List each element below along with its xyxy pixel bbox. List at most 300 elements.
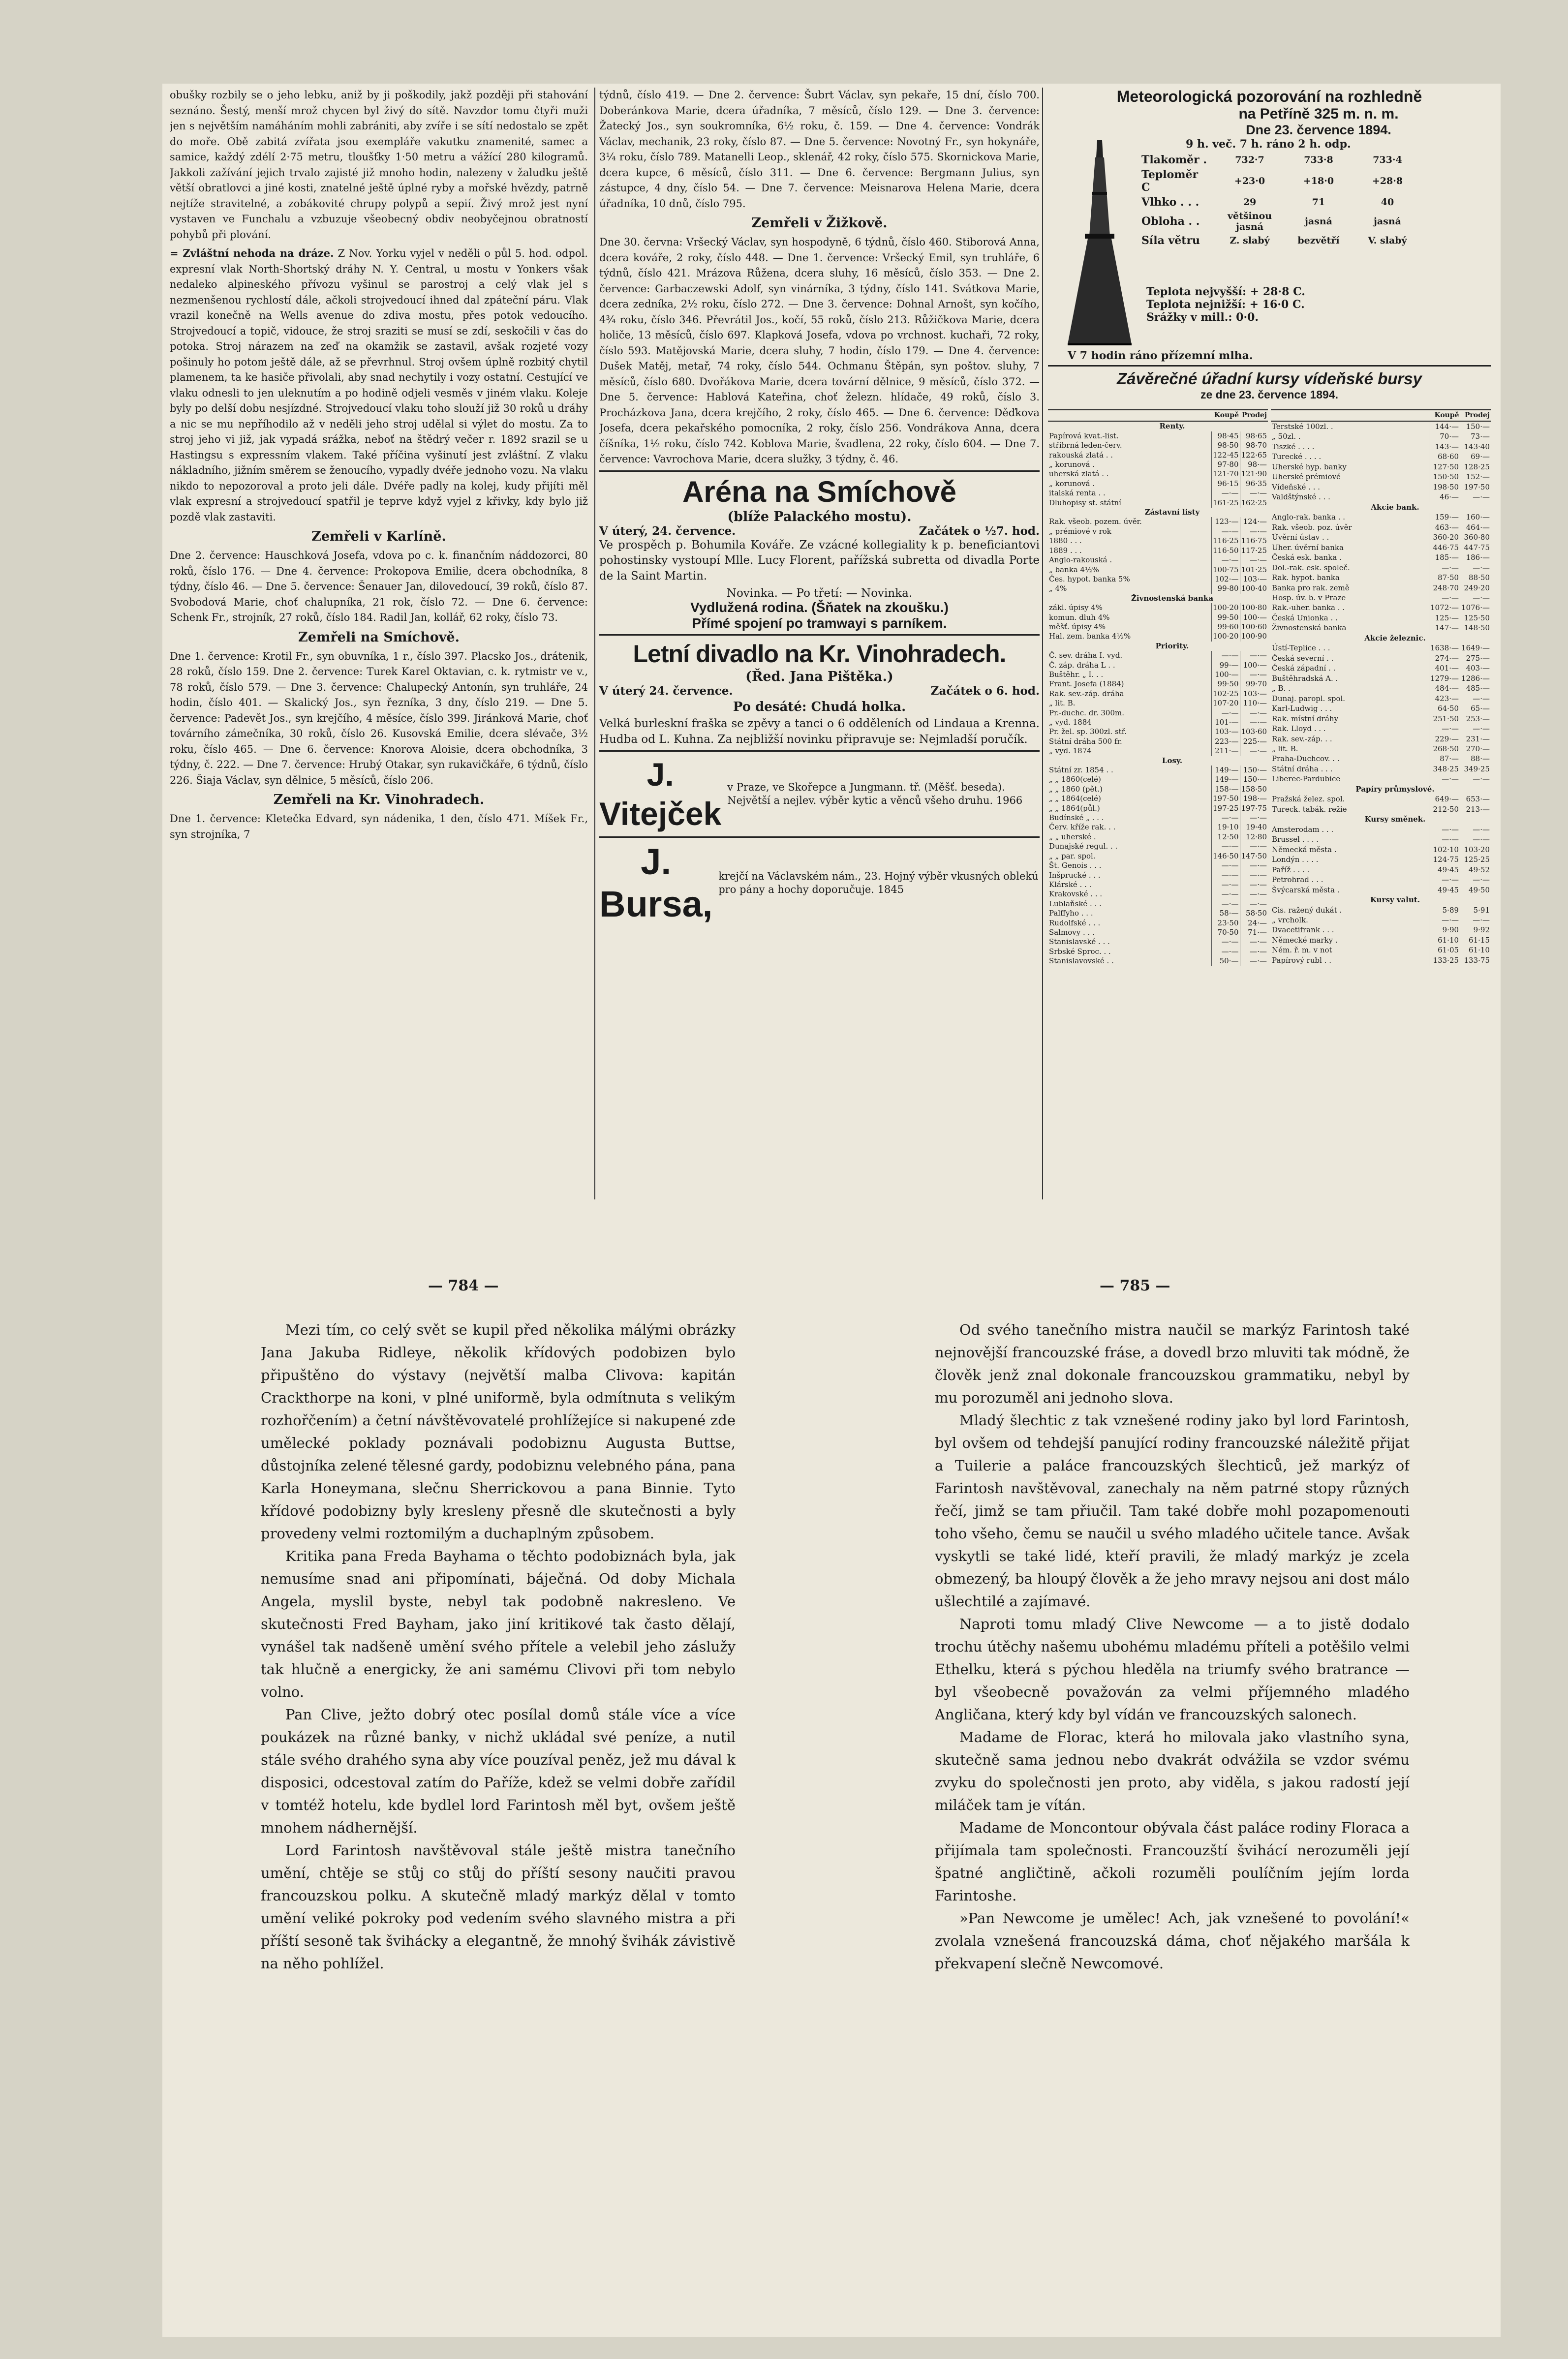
kursy-sell: —·— — [1240, 899, 1268, 909]
kursy-buy: —·— — [1429, 875, 1460, 885]
novel-paragraph: Madame de Florac, která ho milovala jako vlastního syna, skutečně sama jednou nebo dvakrát odvážila se vzdor svému zvyku do společnosti jen proto, aby viděla, s jakou radostí její miláček tam je vítán. — [935, 1729, 1410, 1813]
kursy-sell: 125·50 — [1460, 613, 1491, 623]
kursy-row — [1271, 482, 1491, 492]
kursy-name: Pražská želez. spol. — [1272, 795, 1345, 804]
kursy-row — [1271, 492, 1491, 502]
column-3 — [1048, 88, 1491, 1199]
kursy-buy: 161·25 — [1212, 498, 1240, 508]
kursy-buy: —·— — [1212, 813, 1240, 823]
novel-paragraph: Lord Farintosh navštěvoval stále ještě mistra tanečního umění, chtěje se stůj co stůj do příští sesony naučiti pravou francouzskou polku. A skutečně mladý markýz dělal v tomto umění veliké pokroky pod vedením svého slavného mistra a při příští sesoně tak švihácky a elegantně, že mnohý švihák závistivě na něho pohlížel. — [261, 1842, 736, 1972]
kursy-section — [1048, 508, 1268, 517]
kursy-row — [1271, 593, 1491, 603]
weather-label: Tlakoměr . — [1141, 153, 1207, 166]
kursy-buy: 197·50 — [1212, 794, 1240, 803]
weather-times: 9 h. več. 7 h. ráno 2 h. odp. — [1186, 138, 1351, 151]
kursy-name: Kursy směnek. — [1364, 815, 1426, 824]
kursy-buy: 212·50 — [1429, 804, 1460, 814]
kursy-buy: 146·50 — [1212, 852, 1240, 861]
kursy-row — [1048, 919, 1268, 928]
kursy-sell: —·— — [1460, 593, 1491, 603]
kursy-row — [1048, 947, 1268, 956]
kursy-name: Č. záp. dráha L . . — [1049, 660, 1115, 670]
kursy-row — [1048, 689, 1268, 699]
kursy-buy: 102·10 — [1429, 845, 1460, 855]
kursy-name: Státní zr. 1854 . . — [1049, 766, 1113, 775]
kursy-name: Rak. všeob. pozem. úvěr. — [1049, 517, 1142, 526]
weather-value: jasná — [1373, 216, 1401, 227]
kursy-row — [1048, 555, 1268, 565]
kursy-name: Německé marky . — [1272, 935, 1338, 945]
arena-subtitle: (blíže Palackého mostu). — [727, 509, 912, 524]
column-2 — [599, 88, 1040, 1199]
heading-deaths-zizkov: Zemřeli v Žižkově. — [751, 215, 888, 231]
page-number-left: — 784 — — [428, 1277, 499, 1294]
weather-fog: V 7 hodin ráno přízemní mlha. — [1068, 349, 1253, 362]
kursy-sell: 152·— — [1460, 472, 1491, 482]
kursy-section — [1271, 633, 1491, 643]
kursy-name: „ korunová . — [1049, 460, 1095, 469]
weather-row — [1141, 210, 1422, 233]
kursy-buy: 125·— — [1429, 613, 1460, 623]
weather-date: Dne 23. července 1894. — [1246, 123, 1391, 137]
kursy-sell: 100·80 — [1240, 603, 1268, 613]
kursy-name: Liberec-Pardubice — [1272, 774, 1341, 784]
kursy-row — [1048, 441, 1268, 450]
kursy-section — [1271, 895, 1491, 905]
kursy-name: Vídeňské . . . — [1272, 482, 1321, 491]
kursy-sell: —·— — [1460, 825, 1491, 834]
kursy-buy: 144·— — [1429, 421, 1460, 432]
kursy-row — [1271, 795, 1491, 804]
kursy-row — [1271, 845, 1491, 855]
column-divider — [594, 88, 595, 1199]
kursy-sell: 100·40 — [1240, 584, 1268, 593]
kursy-name: Inšprucké . . . — [1049, 870, 1101, 880]
kursy-name: Budínské „ . . . — [1049, 813, 1104, 823]
kursy-row — [1271, 855, 1491, 865]
kursy-name: Zástavní listy — [1144, 508, 1200, 517]
article-train-accident — [170, 245, 588, 525]
header-koupe: Koupě — [1429, 410, 1460, 421]
kursy-sell: 98·70 — [1240, 441, 1268, 450]
kursy-row — [1048, 727, 1268, 736]
kursy-row — [1271, 734, 1491, 744]
kursy-sell: 198·— — [1240, 794, 1268, 803]
novel-paragraph: Kritika pana Freda Bayhama o těchto podobiznách byla, jak nemusíme snad ani připomínati, báječná. Od doby Michala Angela, myslil byste, nebyl tak podobně nakresleno. Ve skutečnosti Fred Bayham, jako jiní kritikové tak často dělají, vynášel tak nadšeně umění svého přítele a velebil jeho záslužy tak hlučně a energicky, že ani samému Clivovi při tom nebylo volno. — [261, 1548, 736, 1700]
header-prodej: Prodej — [1240, 410, 1268, 421]
kursy-sell: 158·50 — [1240, 785, 1268, 794]
kursy-sell: 61·15 — [1460, 935, 1491, 945]
kursy-name: Lublaňské . . . — [1049, 899, 1102, 908]
weather-rain: Srážky v mill.: 0·0. — [1146, 311, 1259, 324]
weather-value: 29 — [1243, 197, 1257, 208]
kursy-sell: 100·— — [1240, 661, 1268, 670]
kursy-buy: 23·50 — [1212, 919, 1240, 928]
kursy-name: „ banka 4½% — [1049, 565, 1099, 574]
kursy-name: Česká severní . . — [1272, 653, 1334, 663]
kursy-sell: 147·50 — [1240, 852, 1268, 861]
kursy-name: Stanislavovské . . — [1049, 956, 1114, 966]
weather-row — [1141, 233, 1422, 248]
kursy-row — [1271, 724, 1491, 734]
kursy-name: Št. Genois . . . — [1049, 861, 1102, 870]
kursy-buy: 99·— — [1212, 661, 1240, 670]
kursy-sell: 116·75 — [1240, 536, 1268, 546]
kursy-buy: 97·80 — [1212, 460, 1240, 469]
weather-label: Teploměr C — [1141, 168, 1199, 194]
kursy-row — [1048, 880, 1268, 889]
kursy-name: Pr. žel. sp. 300zl. stř. — [1049, 727, 1127, 736]
weather-value: +28·8 — [1372, 176, 1403, 186]
kursy-row — [1048, 584, 1268, 593]
kursy-sell: 100·60 — [1240, 622, 1268, 632]
kursy-name: Cis. ražený dukát . — [1272, 905, 1342, 915]
kursy-buy: —·— — [1429, 774, 1460, 784]
weather-label: Vlhko . . . — [1141, 196, 1199, 209]
kursy-sell: —·— — [1240, 718, 1268, 727]
kursy-sell: 99·70 — [1240, 679, 1268, 689]
kursy-buy: 123·— — [1212, 517, 1240, 526]
kursy-buy: 50·— — [1212, 956, 1240, 966]
kursy-sell: 349·25 — [1460, 764, 1491, 774]
kursy-buy: 107·20 — [1212, 699, 1240, 708]
kursy-row — [1271, 825, 1491, 834]
letni-date: V úterý 24. července. — [599, 684, 733, 698]
kursy-buy: —·— — [1429, 835, 1460, 845]
kursy-name: „ vrcholk. — [1272, 915, 1308, 924]
weather-value: +18·0 — [1303, 176, 1334, 186]
kursy-name: rakouská zlatá . . — [1049, 450, 1113, 460]
kursy-row — [1271, 764, 1491, 774]
kursy-sell: 225·— — [1240, 737, 1268, 746]
kursy-buy: 401·— — [1429, 664, 1460, 674]
kursy-row — [1271, 835, 1491, 845]
kursy-row — [1271, 704, 1491, 714]
kursy-row — [1048, 813, 1268, 823]
heading-deaths-smichov: Zemřeli na Smíchově. — [298, 629, 460, 645]
kursy-sell: 69·— — [1460, 452, 1491, 462]
kursy-table-left — [1048, 409, 1268, 966]
kursy-row — [1048, 746, 1268, 756]
kursy-name: Č. sev. dráha I. vyd. — [1049, 651, 1123, 660]
kursy-buy: —·— — [1212, 651, 1240, 660]
kursy-row — [1271, 774, 1491, 784]
weather-value: 733·4 — [1373, 154, 1402, 165]
kursy-name: Uher. úvěrní banka — [1272, 543, 1344, 552]
kursy-sell: —·— — [1240, 813, 1268, 823]
kursy-row — [1048, 928, 1268, 937]
kursy-buy: 124·75 — [1429, 855, 1460, 865]
kursy-buy: 61·10 — [1429, 935, 1460, 945]
kursy-buy: —·— — [1212, 871, 1240, 880]
kursy-sell: 275·— — [1460, 653, 1491, 663]
kursy-buy: 143·— — [1429, 442, 1460, 452]
kursy-name: Palffyho . . . — [1049, 909, 1093, 918]
kursy-sell: 100·90 — [1240, 632, 1268, 641]
kursy-row — [1271, 955, 1491, 966]
weather-row — [1141, 153, 1422, 167]
kursy-row — [1271, 643, 1491, 653]
kursy-row — [1271, 533, 1491, 543]
kursy-name: „ prémiové v rok — [1049, 526, 1111, 536]
weather-value: Z. slabý — [1230, 235, 1270, 246]
kursy-sell: —·— — [1240, 871, 1268, 880]
kursy-name: Praha-Duchcov. . . — [1272, 754, 1340, 764]
column-1 — [170, 88, 588, 1199]
letni-text: Velká burleskní fraška se zpěvy a tanci o 6 odděleních od Lindaua a Krenna. Hudba od L. Kuhna. Za nejbližší novinku připravuje se: Nejmladší poručík. — [599, 717, 1040, 746]
kursy-row — [1048, 489, 1268, 498]
kursy-buy: 96·15 — [1212, 479, 1240, 489]
weather-subtitle: na Petříně 325 m. n. m. — [1238, 106, 1399, 122]
kursy-row — [1048, 804, 1268, 813]
kursy-name: Losy. — [1162, 756, 1183, 765]
kursy-buy: 1072·— — [1429, 603, 1460, 613]
kursy-sell: 65·— — [1460, 704, 1491, 714]
kursy-sell: —·— — [1240, 889, 1268, 899]
kursy-buy: 223·— — [1212, 737, 1240, 746]
kursy-buy: —·— — [1212, 937, 1240, 947]
weather-value: 732·7 — [1235, 154, 1264, 165]
vitejcek-text: v Praze, ve Skořepce a Jungmann. tř. (Měšť. beseda). Největší a nejlev. výběr kytic a věnců všeho druhu. 1966 — [727, 781, 1023, 806]
kursy-sell: 5·91 — [1460, 905, 1491, 915]
kursy-name: Buštěhr. „ I. . . — [1049, 670, 1104, 679]
kursy-row — [1271, 462, 1491, 472]
kursy-name: uherská zlatá . . — [1049, 469, 1109, 479]
kursy-row — [1048, 899, 1268, 909]
kursy-name: Německá města . — [1272, 845, 1337, 854]
kursy-row — [1271, 684, 1491, 694]
kursy-name: „ lit. B. — [1049, 699, 1076, 708]
kursy-tables — [1048, 409, 1491, 966]
kursy-buy: 268·50 — [1429, 744, 1460, 754]
kursy-buy: 99·80 — [1212, 584, 1240, 593]
kursy-table-right — [1271, 409, 1491, 966]
kursy-name: Papíry průmyslové. — [1355, 784, 1435, 794]
kursy-name: Anglo-rakouská . — [1049, 555, 1112, 565]
kursy-name: Pr.-duchc. dr. 300m. — [1049, 708, 1124, 717]
kursy-buy: 87·— — [1429, 754, 1460, 764]
kursy-sell: 88·— — [1460, 754, 1491, 764]
kursy-name: Amsterodam . . . — [1272, 825, 1334, 834]
kursy-buy: 150·50 — [1429, 472, 1460, 482]
kursy-row — [1271, 925, 1491, 935]
kursy-name: Anglo-rak. banka . . — [1272, 513, 1346, 522]
kursy-name: Živnostenská banka — [1272, 623, 1347, 633]
kursy-row — [1048, 479, 1268, 489]
kursy-sell: 124·— — [1240, 517, 1268, 526]
kursy-name: „ lit. B. — [1272, 744, 1298, 753]
kursy-name: Švýcarská města . — [1272, 885, 1340, 894]
kursy-name: komun. dluh 4% — [1049, 613, 1110, 622]
kursy-row — [1271, 653, 1491, 663]
kursy-buy: —·— — [1212, 555, 1240, 565]
kursy-row — [1271, 875, 1491, 885]
kursy-sell: —·— — [1460, 835, 1491, 845]
weather-label: Síla větru — [1141, 234, 1200, 247]
kursy-row — [1048, 431, 1268, 441]
kursy-buy: —·— — [1212, 861, 1240, 870]
kursy-sell: 213·— — [1460, 804, 1491, 814]
kursy-name: Salmovy . . . — [1049, 927, 1095, 937]
article-walrus: obušky rozbily se o jeho lebku, aniž by ji poškodily, jakž později při stahování seznáno. Šestý, menší mrož chycen byl živý do sítě. Navzdor tomu čtyři muži jen s největším namáháním mohli zabrániti, aby zvíře i se sítí nedostalo se zpět do moře. Obě zabitá zvířata jsou exempláře vakutku znamenité, samec a samice, každý zdélí 2·75 metru, tloušťky 1·50 metru a vážící 280 kilogramů. Jakkoli zažívání jejich trvalo zajisté již mnoho hodin, nalezeny v žaludku ještě větší obratlovci a jiné kosti, znatelné ještě úplné ryby a mořské hvězdy, patrně nejtíže stravitelné, a zobákovité chrupy polypů a sepií. Živý mrož jest nyní vystaven ve Funchalu a vzbuzuje všeobecný obdiv neobyčejnou obratností pohybů při plování. — [170, 89, 588, 241]
kursy-name: Rak. všeob. poz. úvěr — [1272, 522, 1352, 532]
kursy-row — [1271, 522, 1491, 532]
kursy-name: Terstské 100zl. . — [1272, 422, 1333, 431]
kursy-name: „ „ 1864(celé) — [1049, 794, 1101, 803]
kursy-buy: 64·50 — [1429, 704, 1460, 714]
heading-train-accident: = Zvláštní nehoda na dráze. — [170, 247, 334, 259]
weather-value: většinou jasná — [1227, 211, 1272, 232]
kursy-row — [1048, 565, 1268, 575]
novel-paragraph: Od svého tanečního mistra naučil se markýz Farintosh také nejnovější francouzské fráse, a dovedl brzo mluviti tak módně, že člověk jenž znal dokonale francouzskou grammatiku, nebyl by mu porozuměl ani jednoho slova. — [935, 1321, 1410, 1406]
divider — [599, 634, 1040, 636]
kursy-name: „ „ 1860(celé) — [1049, 775, 1101, 784]
kursy-buy: 70·— — [1429, 432, 1460, 442]
kursy-name: „ B. . — [1272, 684, 1291, 693]
kursy-sell: 98·— — [1240, 460, 1268, 469]
kursy-sell: 61·10 — [1460, 946, 1491, 955]
kursy-name: Česká Unionka . . — [1272, 613, 1338, 622]
kursy-buy: —·— — [1212, 842, 1240, 851]
kursy-row — [1048, 651, 1268, 660]
kursy-row — [1271, 885, 1491, 895]
kursy-row — [1048, 536, 1268, 546]
kursy-name: Česká esk. banka . — [1272, 553, 1342, 562]
kursy-row — [1271, 563, 1491, 573]
kursy-name: Tureck. tabák. režie — [1272, 804, 1347, 814]
kursy-row — [1048, 451, 1268, 460]
kursy-name: „ „ uherské . — [1049, 832, 1096, 841]
kursy-row — [1271, 543, 1491, 552]
kursy-sell: 49·52 — [1460, 865, 1491, 875]
kursy-row — [1048, 861, 1268, 870]
kursy-buy: 100·— — [1212, 670, 1240, 679]
kursy-name: „ „ 1864(půl.) — [1049, 803, 1100, 813]
kursy-name: Rak. místní dráhy — [1272, 714, 1339, 723]
kursy-row — [1048, 679, 1268, 689]
kursy-buy: 1638·— — [1429, 643, 1460, 653]
kursy-name: Dvacetifrank . . . — [1272, 925, 1334, 935]
kursy-sell: —·— — [1240, 956, 1268, 966]
kursy-row — [1048, 527, 1268, 536]
weather-extremes — [1146, 285, 1305, 324]
kursy-name: „ korunová . — [1049, 479, 1095, 488]
kursy-row — [1048, 613, 1268, 622]
kursy-buy: 197·25 — [1212, 804, 1240, 813]
kursy-buy: 19·10 — [1212, 823, 1240, 832]
kursy-row — [1271, 935, 1491, 945]
kursy-buy: —·— — [1212, 708, 1240, 718]
heading-deaths-karlin: Zemřeli v Karlíně. — [311, 529, 446, 544]
kursy-sell: —·— — [1460, 492, 1491, 502]
kursy-name: Frant. Josefa (1884) — [1049, 679, 1124, 689]
kursy-buy: 121·70 — [1212, 469, 1240, 479]
kursy-row — [1271, 452, 1491, 462]
kursy-name: Klárské . . . — [1049, 880, 1092, 889]
weather-value: bezvětří — [1297, 235, 1340, 246]
kursy-row — [1048, 766, 1268, 775]
kursy-sell: 71·— — [1240, 928, 1268, 937]
kursy-sell: 150·— — [1240, 775, 1268, 784]
kursy-sell: 160·— — [1460, 513, 1491, 522]
kursy-sell: —·— — [1460, 694, 1491, 704]
weather-table — [1141, 153, 1422, 248]
kursy-buy: 211·— — [1212, 746, 1240, 756]
kursy-name: zákl. úpisy 4% — [1049, 603, 1103, 613]
kursy-buy: 158·— — [1212, 785, 1240, 794]
arena-text: Ve prospěch p. Bohumila Kováře. Ze vzácné kollegiality k p. beneficiantovi pohostinsky vystoupí Mlle. Lucy Florent, pařížská subretta od divadla Porte de la Saint Martin. — [599, 538, 1040, 582]
kursy-name: Londýn . . . . — [1272, 855, 1319, 864]
kursy-sell: 110·— — [1240, 699, 1268, 708]
kursy-sell: —·— — [1460, 774, 1491, 784]
kursy-sell: —·— — [1240, 842, 1268, 851]
deaths-vinohrady-cont: týdnů, číslo 419. — Dne 2. července: Šubrt Václav, syn pekaře, 15 dní, číslo 700. Doberánkova Marie, dcera úřadníka, 7 měsíců, číslo 129. — Dne 3. července: Žatecký Jos., syn soukromníka, 6½ roku, č. 159. — Dne 4. července: Vondrák Václav, mechanik, 23 roky, číslo 87. — Dne 5. července: Novotný Fr., syn hokynáře, 3¼ roku, číslo 789. Matanelli Leop., sklenář, 42 roky, číslo 575. Skornickova Marie, dcera kupce, 6 měsíců, číslo 311. — Dne 6. července: Bergmann Julius, syn zástupce, 4 dny, číslo 54. — Dne 7. července: Meisnarova Helena Marie, dcera úřadníka, 10 dnů, číslo 795. — [599, 89, 1040, 210]
kursy-name: Rak.-uher. banka . . — [1272, 603, 1345, 613]
kursy-row — [1048, 670, 1268, 679]
kursy-buy: —·— — [1212, 899, 1240, 909]
kursy-buy: 100·20 — [1212, 603, 1240, 613]
kursy-row — [1048, 517, 1268, 526]
kursy-name: Renty. — [1159, 422, 1185, 431]
kursy-sell: —·— — [1240, 947, 1268, 956]
kursy-sell: 148·50 — [1460, 623, 1491, 633]
kursy-buy: —·— — [1429, 915, 1460, 925]
kursy-sell: —·— — [1460, 875, 1491, 885]
arena-start: Začátek o ½7. hod. — [919, 524, 1040, 538]
kursy-sell: 9·92 — [1460, 925, 1491, 935]
kursy-row — [1048, 775, 1268, 784]
vitejcek-name: J. Vitejček — [599, 756, 722, 832]
novel-right-column — [935, 1318, 1410, 2194]
kursy-sell: —·— — [1240, 527, 1268, 536]
kursy-buy: 127·50 — [1429, 462, 1460, 472]
kursy-name: Karl-Ludwig . . . — [1272, 704, 1332, 713]
kursy-buy: 198·50 — [1429, 482, 1460, 492]
kursy-row — [1048, 737, 1268, 746]
novel-left-column — [261, 1318, 736, 2194]
kursy-row — [1271, 613, 1491, 623]
kursy-row — [1271, 905, 1491, 915]
kursy-buy: 484·— — [1429, 684, 1460, 694]
kursy-sell: 101·25 — [1240, 565, 1268, 575]
kursy-row — [1048, 842, 1268, 851]
kursy-row — [1271, 744, 1491, 754]
kursy-buy: 463·— — [1429, 522, 1460, 532]
kursy-sell: 464·— — [1460, 522, 1491, 532]
kursy-row — [1271, 694, 1491, 704]
kursy-sell: 58·50 — [1240, 909, 1268, 918]
kursy-row — [1048, 956, 1268, 966]
kursy-buy: 68·60 — [1429, 452, 1460, 462]
kursy-sell: 249·20 — [1460, 583, 1491, 593]
kursy-buy: 103·— — [1212, 727, 1240, 736]
kursy-row — [1048, 699, 1268, 708]
bursa-name: J. Bursa, — [599, 841, 713, 924]
kursy-row — [1271, 442, 1491, 452]
kursy-name: Paříž . . . . — [1272, 865, 1310, 874]
kursy-name: Červ. kříže rak. . . — [1049, 823, 1116, 832]
kursy-section — [1271, 502, 1491, 512]
arena-date: V úterý, 24. července. — [599, 524, 736, 538]
kursy-sell: 128·25 — [1460, 462, 1491, 472]
kursy-sell: 197·75 — [1240, 804, 1268, 813]
kursy-row — [1048, 937, 1268, 947]
kursy-buy: 58·— — [1212, 909, 1240, 918]
kursy-row — [1271, 513, 1491, 522]
weather-value: 71 — [1312, 197, 1325, 208]
kursy-buy: 251·50 — [1429, 714, 1460, 724]
kursy-name: Dunajské regul. . . — [1049, 842, 1118, 851]
